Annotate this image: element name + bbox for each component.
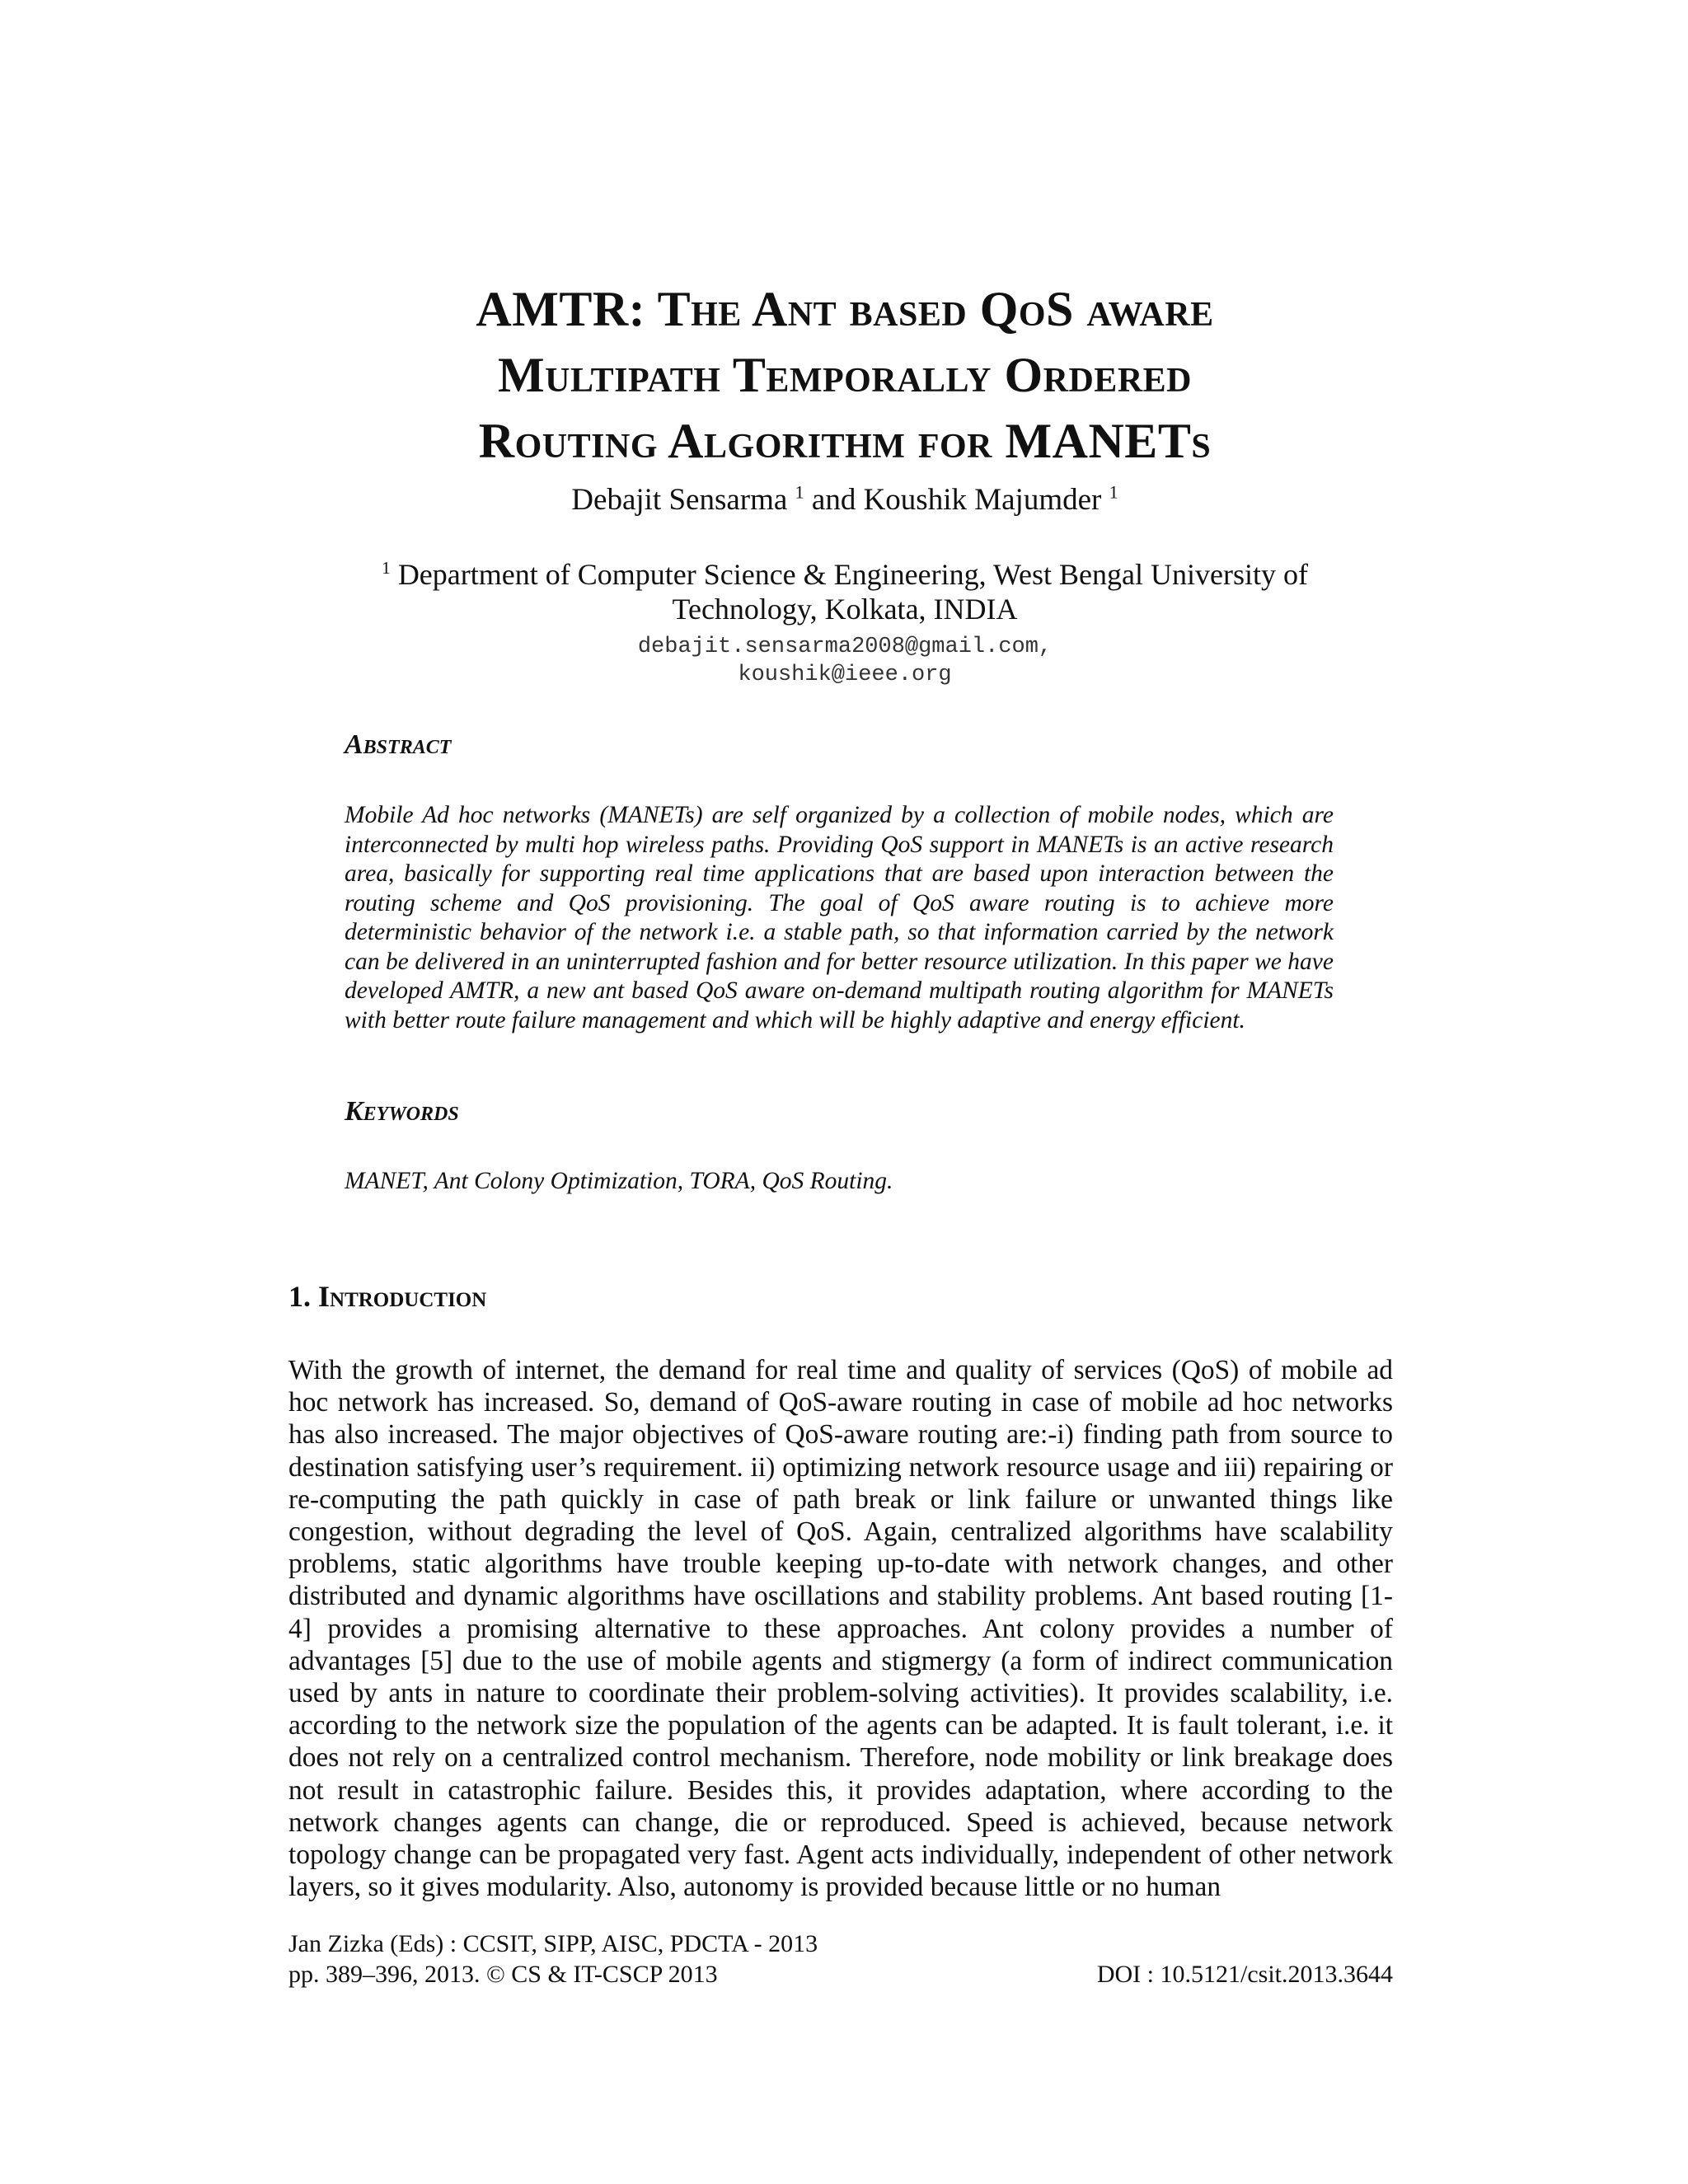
affiliation	[330, 557, 1360, 626]
author-name: Debajit Sensarma	[571, 483, 788, 517]
author-list	[247, 480, 1442, 521]
email-address[interactable]: debajit.sensarma2008@gmail.com,	[637, 635, 1053, 659]
footer-doi[interactable]: DOI : 10.5121/csit.2013.3644	[1096, 1961, 1393, 1988]
title-line-2: Multipath Temporally Ordered	[497, 348, 1192, 402]
paper-title	[247, 276, 1442, 474]
introduction-heading: 1. Introduction	[288, 1280, 487, 1313]
email-address[interactable]: koushik@ieee.org	[738, 663, 952, 687]
keywords-heading: Keywords	[345, 1096, 459, 1127]
affiliation-marker: 1	[795, 481, 804, 503]
affiliation-text: Department of Computer Science & Engineering, West Bengal University of Technology, Kolkata, INDIA	[397, 558, 1308, 626]
affiliation-marker: 1	[382, 558, 391, 578]
introduction-body: With the growth of internet, the demand for real time and quality of services (QoS) of mobile ad hoc network has increased. So, demand of QoS-aware routing in case of mobile ad hoc networks has also increased. The major objectives of QoS-aware routing are:-i) finding path from source to destination satisfying user’s requirement. ii) optimizing network resource usage and iii) repairing or re-computing the path quickly in case of path break or link failure or unwanted things like congestion, without degrading the level of QoS. Again, centralized algorithms have scalability problems, static algorithms have trouble keeping up-to-date with network changes, and other distributed and dynamic algorithms have oscillations and stability problems. Ant based routing [1-4] provides a promising alternative to these approaches. Ant colony provides a number of advantages [5] due to the use of mobile agents and stigmergy (a form of indirect communication used by ants in nature to coordinate their problem-solving activities). It provides scalability, i.e. according to the network size the population of the agents can be adapted. It is fault tolerant, i.e. it does not rely on a centralized control mechanism. Therefore, node mobility or link breakage does not result in catastrophic failure. Besides this, it provides adaptation, where according to the network changes agents can change, die or reproduced. Speed is achieved, because network topology change can be propagated very fast. Agent acts individually, independent of other network layers, so it gives modularity. Also, autonomy is provided because little or no human	[288, 1355, 1393, 1903]
page-footer-citation	[288, 1929, 818, 1990]
affiliation-marker: 1	[1109, 481, 1118, 503]
author-name: Koushik Majumder	[863, 483, 1102, 517]
footer-line: Jan Zizka (Eds) : CCSIT, SIPP, AISC, PDCTA - 2013	[288, 1930, 818, 1957]
abstract-body: Mobile Ad hoc networks (MANETs) are self organized by a collection of mobile nodes, which are interconnected by multi hop wireless paths. Providing QoS support in MANETs is an active research area, basically for supporting real time applications that are based upon interaction between the routing scheme and QoS provisioning. The goal of QoS aware routing is to achieve more deterministic behavior of the network i.e. a stable path, so that information carried by the network can be delivered in an uninterrupted fashion and for better resource utilization. In this paper we have developed AMTR, a new ant based QoS aware on-demand multipath routing algorithm for MANETs with better route failure management and which will be highly adaptive and energy efficient.	[345, 802, 1334, 1033]
author-conjunction: and	[811, 483, 856, 517]
author-emails	[330, 633, 1360, 689]
footer-line: pp. 389–396, 2013. © CS & IT-CSCP 2013	[288, 1961, 718, 1988]
keywords-body: MANET, Ant Colony Optimization, TORA, QoS Routing.	[345, 1168, 893, 1194]
title-line-3: Routing Algorithm for MANETs	[478, 414, 1212, 468]
title-line-1: AMTR: The Ant based QoS aware	[476, 282, 1214, 336]
abstract-heading: Abstract	[345, 729, 452, 760]
